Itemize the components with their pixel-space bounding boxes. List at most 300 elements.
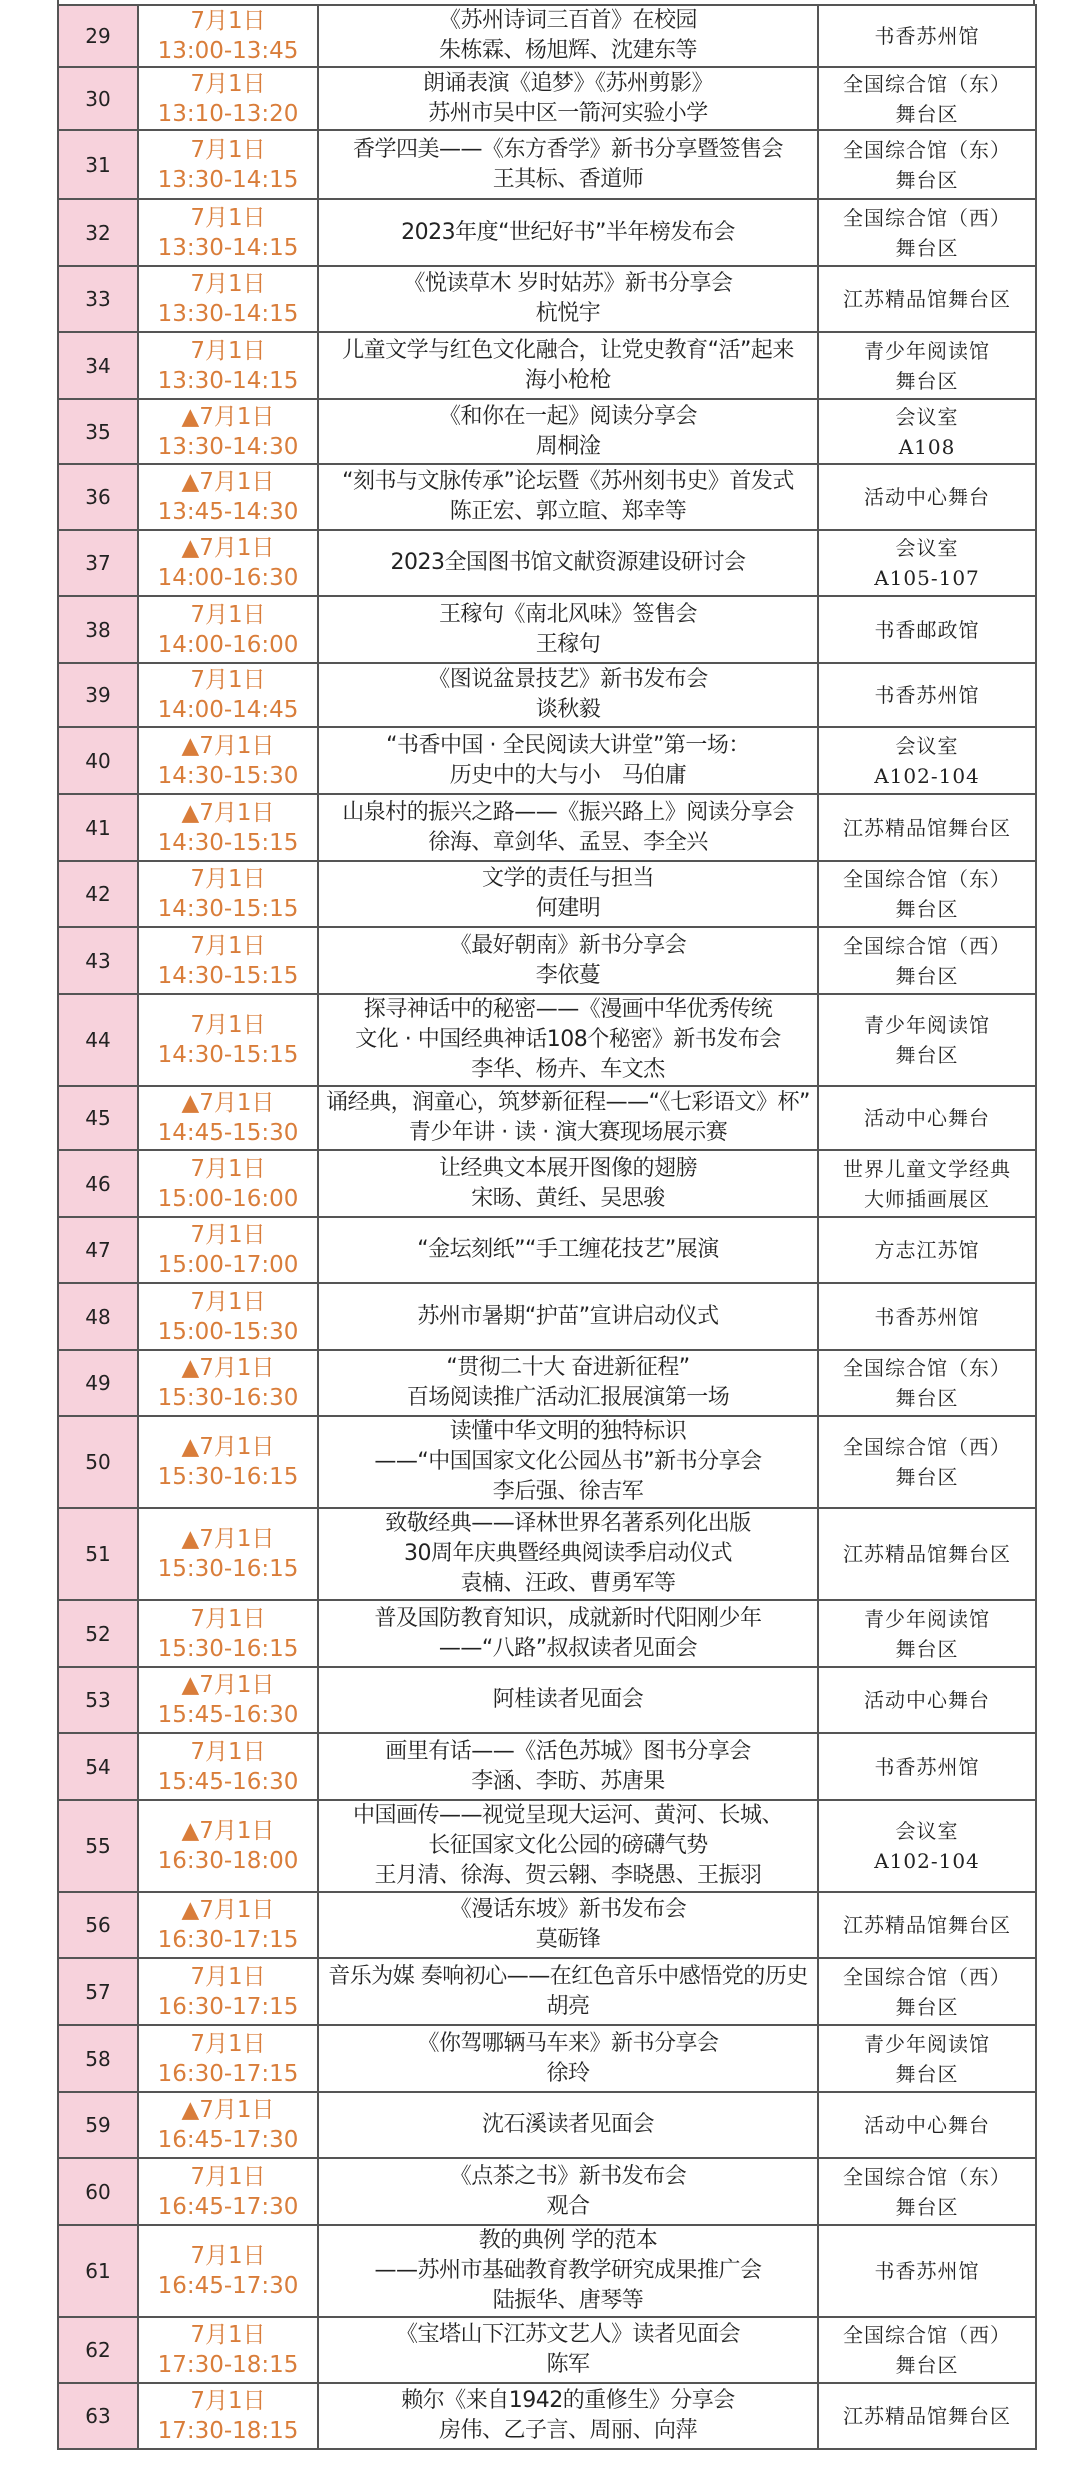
row-number: 49 [58,1350,138,1416]
event-line: 《你驾哪辆马车来》新书分享会 [417,2030,719,2056]
event-line: ——苏州市基础教育教学研究成果推广会 [374,2258,762,2283]
event-line: 《点茶之书》新书发布会 [449,2163,687,2189]
event-time-cell [138,994,318,1086]
event-time-range: 14:30-15:15 [157,962,299,989]
table-row [58,2025,1036,2092]
event-time-cell [138,1667,318,1733]
event-time-range: 14:45-15:30 [157,1120,299,1146]
event-line: “贯彻二十大 奋进新征程” [446,1355,690,1380]
row-number: 35 [58,399,138,464]
event-date: 7月1日 [190,271,266,297]
event-title-cell [318,530,818,596]
event-venue-line: 书香苏州馆 [874,1754,980,1779]
event-time-range: 15:45-16:30 [157,1768,299,1795]
table-row [58,861,1036,927]
event-venue-line: 舞台区 [895,2353,959,2377]
event-venue-line: 青少年阅读馆 [864,1013,990,1037]
event-venue-line: 舞台区 [895,1043,959,1067]
row-number: 48 [58,1283,138,1350]
event-line: 苏州市暑期“护苗”宣讲启动仪式 [417,1303,719,1329]
event-time-cell [138,794,318,861]
row-number: 37 [58,530,138,596]
table-row [58,663,1036,727]
event-venue-line: 大师插画展区 [864,1186,990,1211]
event-venue-line: 江苏精品馆舞台区 [843,2404,1011,2428]
event-venue-cell [818,1892,1036,1958]
event-date: 7月1日 [190,2243,266,2269]
event-line: 让经典文本展开图像的翅膀 [438,1155,697,1181]
table-row [58,2383,1036,2449]
event-line-speakers: 何建明 [535,896,601,921]
event-title-cell [318,2383,818,2449]
event-time-range: 14:30-15:15 [157,896,299,922]
event-title-cell [318,596,818,663]
event-line: 中国画传——视觉呈现大运河、黄河、长城、 [352,1803,783,1828]
event-venue-cell [818,727,1036,794]
row-number: 59 [58,2092,138,2158]
event-line: “刻书与文脉传承”论坛暨《苏州刻书史》首发式 [342,469,794,494]
event-venue-line: 书香邮政馆 [874,617,980,642]
event-venue-line: 活动中心舞台 [864,2113,990,2137]
event-line-speakers: 王其标、香道师 [492,166,644,192]
row-number: 38 [58,596,138,663]
event-time-cell [138,130,318,199]
event-title-cell [318,1508,818,1600]
event-title-cell [318,2158,818,2225]
event-venue-cell [818,2092,1036,2158]
event-date: 7月1日 [190,2030,266,2057]
event-venue-line: 舞台区 [895,368,959,393]
row-number: 44 [58,994,138,1086]
event-title-cell [318,464,818,530]
event-title-cell [318,1086,818,1150]
event-title-cell [318,1733,818,1800]
event-time-cell [138,399,318,464]
event-date: ▲7月1日 [181,1672,275,1698]
event-line-speakers: 徐海、章剑华、孟昱、李全兴 [428,829,708,855]
event-venue-line: 江苏精品馆舞台区 [843,1913,1011,1937]
event-line: 《最好朝南》新书分享会 [449,932,687,958]
row-number: 33 [58,266,138,332]
table-row [58,5,1036,67]
event-venue-line: 书香苏州馆 [874,2259,980,2283]
row-number: 42 [58,861,138,927]
event-line: 香学四美——《东方香学》新书分享暨签售会 [352,136,783,162]
event-title-cell [318,1667,818,1733]
table-row [58,1800,1036,1892]
event-line-speakers: 青少年讲 · 读 · 演大赛现场展示赛 [408,1120,728,1145]
row-number: 56 [58,1892,138,1958]
event-venue-cell [818,1416,1036,1508]
event-title-cell [318,266,818,332]
event-venue-line: 舞台区 [895,1465,959,1489]
event-venue-cell [818,1283,1036,1350]
event-venue-cell [818,266,1036,332]
event-time-range: 15:45-16:30 [157,1702,299,1728]
event-time-cell [138,596,318,663]
event-time-cell [138,5,318,67]
event-time-range: 17:30-18:15 [157,2352,299,2378]
event-line: 读懂中华文明的独特标识 [449,1419,687,1444]
event-venue-cell [818,794,1036,861]
event-venue-line: 全国综合馆（东） [843,2164,1011,2189]
event-time-range: 15:30-16:15 [157,1635,299,1662]
event-venue-cell [818,1958,1036,2025]
event-venue-line: A102-104 [874,1849,980,1873]
event-line-speakers: 海小枪枪 [524,367,611,393]
event-date: 7月1日 [190,8,266,34]
event-line-speakers: ——“八路”叔叔读者见面会 [438,1635,698,1661]
event-time-cell [138,530,318,596]
event-line: “金坛刻纸”“手工缠花技艺”展演 [417,1237,719,1262]
event-time-range: 13:45-14:30 [157,499,299,525]
event-line: 文化 · 中国经典神话108个秘密》新书发布会 [355,1027,781,1052]
event-line: 朗诵表演《追梦》《苏州剪影》 [422,70,713,96]
event-date: ▲7月1日 [181,2097,275,2123]
table-row [58,1733,1036,1800]
table-row [58,530,1036,596]
event-line-speakers: 房伟、乙子言、周丽、向萍 [438,2418,697,2443]
event-line: 《漫话东坡》新书发布会 [449,1897,687,1922]
row-number: 54 [58,1733,138,1800]
event-time-cell [138,2317,318,2383]
event-venue-cell [818,130,1036,199]
event-venue-line: 舞台区 [895,897,959,921]
row-number: 61 [58,2225,138,2317]
event-title-cell [318,1150,818,1217]
event-time-range: 16:30-17:15 [157,1927,299,1953]
event-venue-cell [818,67,1036,130]
event-time-cell [138,1508,318,1600]
event-date: 7月1日 [190,1222,266,1248]
event-time-range: 13:00-13:45 [157,38,299,64]
row-number: 50 [58,1416,138,1508]
event-date: 7月1日 [190,667,266,693]
event-line: 致敬经典——译林世界名著系列化出版 [385,1511,751,1536]
event-title-cell [318,1800,818,1892]
row-number: 29 [58,5,138,67]
event-venue-line: 书香苏州馆 [874,683,980,707]
table-row [58,1086,1036,1150]
event-time-cell [138,927,318,994]
row-number: 62 [58,2317,138,2383]
event-line-speakers: 徐玲 [546,2060,590,2086]
event-venue-line: 书香苏州馆 [874,1304,980,1329]
event-venue-line: 舞台区 [895,101,959,126]
event-date: 7月1日 [190,2163,266,2190]
event-time-cell [138,2225,318,2317]
event-time-range: 15:30-16:30 [157,1385,299,1411]
event-line: 《和你在一起》阅读分享会 [438,403,697,429]
event-time-cell [138,332,318,399]
event-title-cell [318,2225,818,2317]
event-venue-line: 舞台区 [895,167,959,192]
table-row [58,130,1036,199]
event-venue-cell [818,1600,1036,1667]
event-time-cell [138,2383,318,2449]
event-time-range: 16:45-17:30 [157,2127,299,2153]
event-title-cell [318,994,818,1086]
event-date: 7月1日 [190,1155,266,1182]
event-line: 《苏州诗词三百首》在校园 [438,8,697,33]
event-venue-cell [818,1800,1036,1892]
event-line: 2023年度“世纪好书”半年榜发布会 [401,219,735,245]
event-line: 赖尔《来自1942的重修生》分享会 [401,2388,735,2413]
row-number: 43 [58,927,138,994]
event-title-cell [318,130,818,199]
event-venue-line: 青少年阅读馆 [864,2031,990,2056]
event-time-range: 17:30-18:15 [157,2418,299,2444]
event-time-cell [138,1350,318,1416]
row-number: 53 [58,1667,138,1733]
event-venue-cell [818,1217,1036,1283]
event-line: 诵经典，润童心，筑梦新征程——“《七彩语文》杯” [326,1090,810,1115]
event-date: 7月1日 [190,1738,266,1765]
event-line: 30周年庆典暨经典阅读季启动仪式 [404,1541,732,1566]
event-date: ▲7月1日 [181,535,275,561]
table-row [58,67,1036,130]
row-number: 32 [58,199,138,266]
event-venue-line: 全国综合馆（西） [843,205,1011,230]
event-venue-line: 舞台区 [895,963,959,988]
row-number: 40 [58,727,138,794]
event-venue-line: 会议室 [895,1819,959,1843]
event-line: 沈石溪读者见面会 [481,2112,654,2137]
row-number: 58 [58,2025,138,2092]
event-time-cell [138,2092,318,2158]
event-time-cell [138,1283,318,1350]
event-time-cell [138,1800,318,1892]
event-line: ——“中国国家文化公园丛书”新书分享会 [374,1449,762,1474]
row-number: 57 [58,1958,138,2025]
event-venue-cell [818,530,1036,596]
event-time-range: 13:30-14:15 [157,166,299,193]
event-venue-line: 全国综合馆（东） [843,137,1011,162]
event-venue-line: 青少年阅读馆 [864,338,990,363]
event-venue-line: 全国综合馆（东） [843,867,1011,891]
event-date: ▲7月1日 [181,1355,275,1381]
event-venue-cell [818,2317,1036,2383]
event-time-range: 16:45-17:30 [157,2273,299,2299]
event-line: 山泉村的振兴之路——《振兴路上》阅读分享会 [342,799,794,825]
event-venue-cell [818,2225,1036,2317]
event-time-cell [138,1600,318,1667]
table-row [58,927,1036,994]
event-venue-cell [818,994,1036,1086]
table-row [58,1416,1036,1508]
event-schedule-table [57,4,1037,2450]
event-venue-line: 书香苏州馆 [874,24,980,48]
event-date: 7月1日 [190,1605,266,1632]
event-date: 7月1日 [190,1288,266,1315]
event-date: 7月1日 [190,136,266,163]
table-row [58,2225,1036,2317]
event-line-speakers: 李后强、徐吉军 [492,1479,644,1504]
event-title-cell [318,2025,818,2092]
table-row [58,727,1036,794]
event-time-range: 15:30-16:15 [157,1464,299,1490]
event-line: 长征国家文化公园的磅礴气势 [428,1833,708,1858]
event-line: 音乐为媒 奏响初心——在红色音乐中感悟党的历史 [328,1963,808,1989]
event-line: 探寻神话中的秘密——《漫画中华优秀传统 [363,997,773,1022]
event-title-cell [318,794,818,861]
event-line-speakers: 陈正宏、郭立暄、郑幸等 [449,499,687,524]
event-venue-cell [818,663,1036,727]
event-line: 《悦读草木 岁时姑苏》新书分享会 [403,271,733,296]
event-date: ▲7月1日 [181,1434,275,1460]
event-venue-cell [818,2383,1036,2449]
event-time-cell [138,2025,318,2092]
event-venue-line: A108 [898,434,956,459]
event-venue-line: 舞台区 [895,1636,959,1661]
event-date: ▲7月1日 [181,799,275,826]
event-line-speakers: 谈秋毅 [535,697,601,722]
event-venue-cell [818,199,1036,266]
event-venue-line: 活动中心舞台 [864,1106,990,1130]
event-title-cell [318,1283,818,1350]
table-row [58,1600,1036,1667]
table-row [58,332,1036,399]
event-time-cell [138,464,318,530]
event-title-cell [318,1217,818,1283]
event-venue-line: 江苏精品馆舞台区 [843,287,1011,311]
table-row [58,464,1036,530]
event-line: 文学的责任与担当 [481,866,654,891]
event-time-cell [138,67,318,130]
event-venue-line: A105-107 [874,566,980,590]
event-line: 儿童文学与红色文化融合，让党史教育“活”起来 [342,337,794,363]
event-time-range: 16:30-17:15 [157,1993,299,2020]
event-time-range: 13:30-14:15 [157,301,299,327]
event-date: ▲7月1日 [181,403,275,430]
event-line: “书香中国 · 全民阅读大讲堂”第一场： [386,732,750,758]
row-number: 34 [58,332,138,399]
event-venue-cell [818,2025,1036,2092]
event-date: ▲7月1日 [181,469,275,495]
row-number: 45 [58,1086,138,1150]
event-time-range: 15:00-16:00 [157,1185,299,1212]
event-venue-cell [818,332,1036,399]
event-title-cell [318,1350,818,1416]
event-title-cell [318,2092,818,2158]
event-time-cell [138,1086,318,1150]
table-row [58,199,1036,266]
event-title-cell [318,727,818,794]
event-line-speakers: 李华、杨卉、车文杰 [471,1057,665,1082]
event-date: ▲7月1日 [181,732,275,759]
event-venue-line: 全国综合馆（西） [843,933,1011,958]
event-venue-line: 全国综合馆（西） [843,1435,1011,1459]
event-line-speakers: 陈军 [546,2352,590,2377]
event-venue-cell [818,1350,1036,1416]
event-date: 7月1日 [190,601,266,628]
event-time-cell [138,1958,318,2025]
row-number: 60 [58,2158,138,2225]
event-line: 2023全国图书馆文献资源建设研讨会 [390,550,746,575]
event-line-speakers: 苏州市吴中区一箭河实验小学 [428,100,708,126]
event-title-cell [318,332,818,399]
event-time-cell [138,1217,318,1283]
event-venue-cell [818,1733,1036,1800]
event-title-cell [318,399,818,464]
event-venue-cell [818,1508,1036,1600]
table-row [58,1892,1036,1958]
event-venue-line: 全国综合馆（西） [843,1964,1011,1989]
event-title-cell [318,1416,818,1508]
event-title-cell [318,199,818,266]
event-date: ▲7月1日 [181,1526,275,1552]
event-line-speakers: 袁楠、汪政、曹勇军等 [460,1571,676,1596]
event-time-range: 14:30-15:15 [157,1042,299,1068]
row-number: 51 [58,1508,138,1600]
event-venue-line: 舞台区 [895,2194,959,2219]
event-time-cell [138,266,318,332]
event-venue-cell [818,464,1036,530]
event-venue-line: 江苏精品馆舞台区 [843,1542,1011,1566]
event-title-cell [318,1600,818,1667]
event-time-range: 15:00-17:00 [157,1252,299,1278]
event-venue-line: 全国综合馆（东） [843,71,1011,96]
event-venue-cell [818,2158,1036,2225]
event-time-range: 16:30-17:15 [157,2060,299,2087]
table-row [58,1217,1036,1283]
event-venue-cell [818,399,1036,464]
table-row [58,2158,1036,2225]
schedule-rows [58,5,1036,2449]
event-date: ▲7月1日 [181,1897,275,1923]
table-row [58,1667,1036,1733]
event-time-range: 14:30-15:30 [157,762,299,789]
event-title-cell [318,67,818,130]
row-number: 63 [58,2383,138,2449]
event-date: 7月1日 [190,2388,266,2414]
table-row [58,1958,1036,2025]
event-title-cell [318,927,818,994]
event-title-cell [318,663,818,727]
event-time-range: 14:00-16:30 [157,565,299,591]
table-row [58,596,1036,663]
event-venue-line: 会议室 [895,404,959,429]
event-time-range: 13:30-14:30 [157,433,299,460]
event-line-speakers: 杭悦宇 [535,301,601,326]
event-time-cell [138,663,318,727]
event-title-cell [318,1892,818,1958]
row-number: 46 [58,1150,138,1217]
event-venue-line: 世界儿童文学经典 [843,1156,1011,1181]
event-time-range: 14:00-16:00 [157,631,299,658]
event-venue-line: 青少年阅读馆 [864,1606,990,1631]
event-line-speakers: 周桐淦 [535,433,601,459]
event-time-range: 16:30-18:00 [157,1848,299,1874]
event-time-range: 14:00-14:45 [157,697,299,723]
event-line: 《宝塔山下江苏文艺人》读者见面会 [395,2322,740,2347]
row-number: 36 [58,464,138,530]
event-venue-line: A102-104 [874,763,980,788]
event-time-cell [138,1150,318,1217]
event-time-range: 14:30-15:15 [157,829,299,856]
event-date: 7月1日 [190,932,266,959]
event-time-range: 15:30-16:15 [157,1556,299,1582]
event-line-speakers: 陆振华、唐琴等 [492,2288,644,2313]
event-date: ▲7月1日 [181,1818,275,1844]
row-number: 52 [58,1600,138,1667]
event-title-cell [318,1958,818,2025]
table-row [58,794,1036,861]
event-date: 7月1日 [190,1012,266,1038]
event-line-speakers: 宋旸、黄纴、吴思骏 [471,1185,665,1211]
event-date: 7月1日 [190,1963,266,1990]
row-number: 30 [58,67,138,130]
